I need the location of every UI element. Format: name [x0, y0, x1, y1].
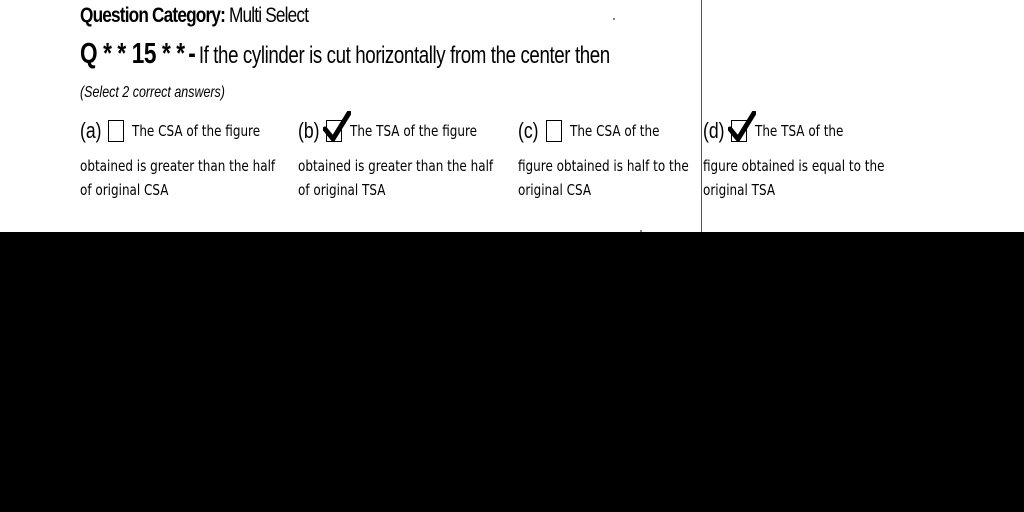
option-rest-text: obtained is greater than the half of original CSA [80, 157, 276, 199]
option-b-checkbox[interactable] [326, 120, 342, 142]
question-separator: - [188, 38, 196, 70]
option-letter: (c) [518, 118, 539, 143]
question-instruction: (Select 2 correct answers) [80, 84, 225, 101]
question-text: If the cylinder is cut horizontally from the center then [198, 42, 610, 69]
option-letter: (d) [703, 118, 725, 143]
option-a-checkbox[interactable] [108, 120, 124, 142]
option-lead-text: The CSA of the figure [132, 122, 261, 140]
category-label: Question Category: [80, 4, 226, 27]
option-d-checkbox[interactable] [731, 120, 747, 142]
option-c-checkbox[interactable] [546, 120, 562, 142]
category-value: Multi Select [228, 4, 309, 27]
question-number: Q * * 15 * * [80, 38, 185, 70]
option-letter: (b) [298, 118, 320, 143]
black-scan-area [0, 232, 1024, 512]
option-b[interactable] [298, 116, 508, 202]
option-lead-text: The CSA of the [570, 122, 660, 140]
option-rest-text: obtained is greater than the half of original TSA [298, 157, 494, 199]
option-a[interactable] [80, 116, 290, 202]
question-line [80, 38, 610, 71]
option-lead-text: The TSA of the [755, 122, 844, 140]
option-letter: (a) [80, 118, 102, 143]
scan-speck [613, 18, 615, 20]
option-rest-text: figure obtained is equal to the original TSA [703, 157, 885, 199]
option-c[interactable] [518, 116, 728, 202]
question-category [80, 4, 308, 28]
option-d[interactable] [703, 116, 913, 202]
checkmark-icon [323, 111, 351, 143]
checkmark-icon [728, 111, 756, 143]
option-rest-text: figure obtained is half to the original CSA [518, 157, 689, 199]
option-lead-text: The TSA of the figure [350, 122, 478, 140]
question-sheet [0, 0, 1024, 232]
